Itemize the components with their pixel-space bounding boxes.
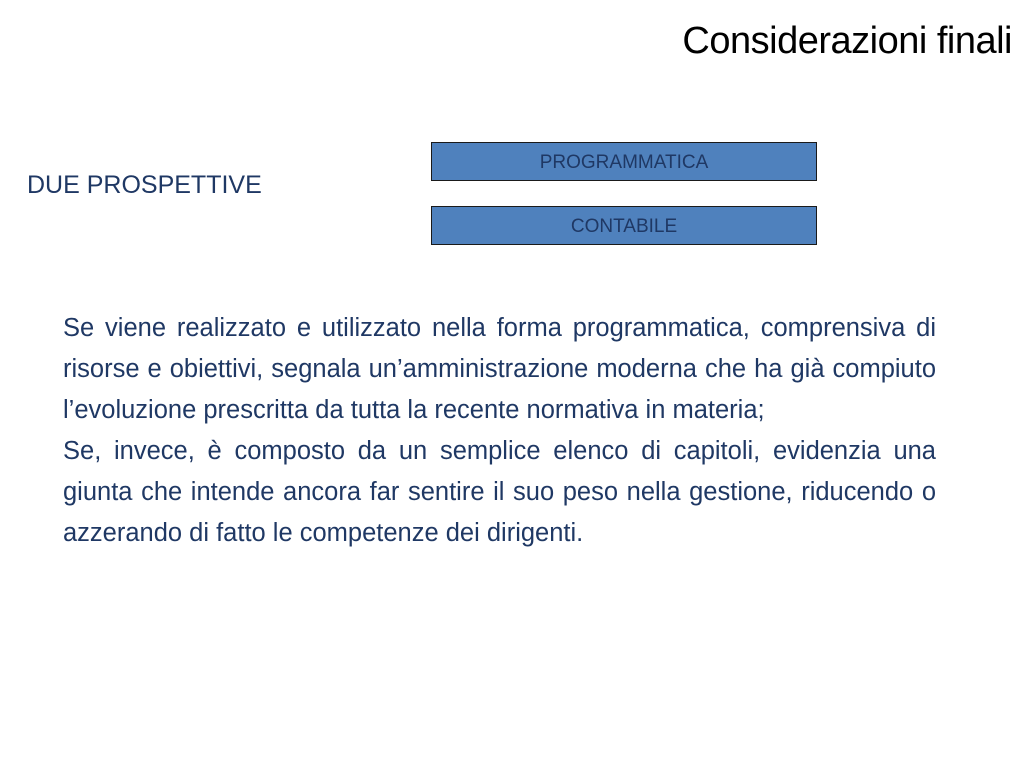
box-programmatica: PROGRAMMATICA [431,142,817,181]
box-contabile: CONTABILE [431,206,817,245]
paragraph-2: Se, invece, è composto da un semplice elenco di capitoli, evidenzia una giunta che intende ancora far sentire il suo peso nella gestione, riducendo o azzerando di fatto le competenze dei dirigenti. [63,437,936,547]
section-heading: DUE PROSPETTIVE [27,171,262,199]
slide-title: Considerazioni finali [682,20,1012,62]
paragraph-1: Se viene realizzato e utilizzato nella forma programmatica, comprensiva di risorse e obiettivi, segnala un’amministrazione moderna che ha già compiuto l’evoluzione prescritta da tutta la recente normativa in materia; [63,314,936,424]
body-text [63,308,936,554]
